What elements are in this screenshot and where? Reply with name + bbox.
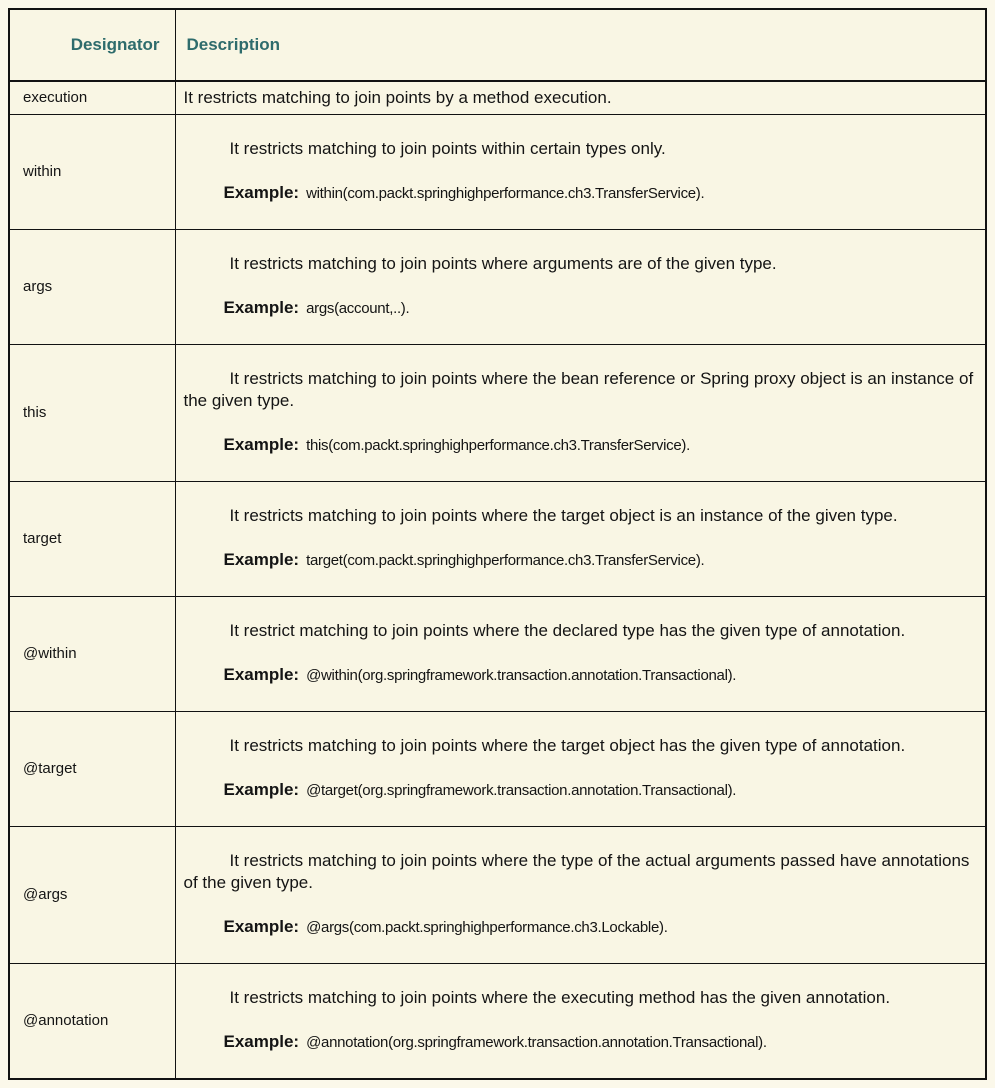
description-cell bbox=[175, 481, 986, 596]
example-line bbox=[184, 664, 976, 687]
designator-cell bbox=[9, 826, 175, 963]
designator-label: this bbox=[23, 404, 47, 421]
table-row-this bbox=[9, 344, 986, 481]
example-code: @within(org.springframework.transaction.annotation.Transactional). bbox=[306, 667, 737, 684]
description-cell bbox=[175, 114, 986, 229]
header-designator: Designator bbox=[9, 9, 175, 81]
table-row-within bbox=[9, 114, 986, 229]
description-cell bbox=[175, 344, 986, 481]
example-label: Example: bbox=[223, 917, 300, 936]
description-cell bbox=[175, 711, 986, 826]
description-cell bbox=[175, 596, 986, 711]
designator-label: @args bbox=[23, 886, 68, 903]
description-cell bbox=[175, 963, 986, 1079]
description-text: It restricts matching to join points where the type of the actual arguments passed have annotations of the given type. bbox=[183, 851, 970, 892]
example-code: args(account,..). bbox=[306, 300, 410, 317]
example-label: Example: bbox=[223, 435, 300, 454]
example-label: Example: bbox=[223, 780, 300, 799]
description-text: It restricts matching to join points where the target object has the given type of annotation. bbox=[229, 736, 906, 755]
table-row-execution bbox=[9, 81, 986, 114]
description-cell bbox=[175, 826, 986, 963]
description-cell bbox=[175, 81, 986, 114]
example-code: within(com.packt.springhighperformance.ch3.TransferService). bbox=[306, 185, 705, 202]
table-row-at-annotation bbox=[9, 963, 986, 1079]
designator-cell bbox=[9, 114, 175, 229]
example-line bbox=[184, 434, 976, 457]
example-label: Example: bbox=[223, 183, 300, 202]
example-line bbox=[184, 916, 976, 939]
header-description: Description bbox=[175, 9, 986, 81]
pointcut-designators-table bbox=[8, 8, 987, 1080]
table-row-at-args bbox=[9, 826, 986, 963]
example-label: Example: bbox=[223, 1032, 300, 1052]
designator-label: target bbox=[23, 530, 62, 547]
designator-label: within bbox=[23, 163, 62, 180]
designator-label: args bbox=[23, 278, 53, 295]
example-code: target(com.packt.springhighperformance.ch3.TransferService). bbox=[306, 552, 705, 569]
designator-label: @target bbox=[23, 760, 77, 777]
description-text: It restrict matching to join points where the declared type has the given type of annotation. bbox=[229, 621, 906, 640]
description-text: It restricts matching to join points where the executing method has the given annotation. bbox=[229, 988, 891, 1008]
table-row-args bbox=[9, 229, 986, 344]
description-text: It restricts matching to join points where the target object is an instance of the given type. bbox=[229, 506, 898, 525]
table-header-row bbox=[9, 9, 986, 81]
table-row-target bbox=[9, 481, 986, 596]
example-code: @target(org.springframework.transaction.annotation.Transactional). bbox=[306, 782, 737, 799]
designator-label: @within bbox=[23, 645, 77, 662]
example-label: Example: bbox=[223, 550, 300, 569]
example-code: @args(com.packt.springhighperformance.ch3.Lockable). bbox=[306, 919, 668, 936]
description-text: It restricts matching to join points within certain types only. bbox=[229, 139, 666, 158]
example-code: @annotation(org.springframework.transaction.annotation.Transactional). bbox=[306, 1034, 767, 1052]
designator-cell bbox=[9, 344, 175, 481]
example-code: this(com.packt.springhighperformance.ch3.TransferService). bbox=[306, 437, 690, 454]
example-line bbox=[184, 549, 976, 572]
designator-label: execution bbox=[23, 89, 88, 107]
example-line bbox=[184, 779, 976, 802]
description-text: It restricts matching to join points by a method execution. bbox=[183, 87, 612, 107]
example-line bbox=[184, 182, 976, 205]
example-label: Example: bbox=[223, 298, 300, 317]
description-text: It restricts matching to join points where the bean reference or Spring proxy object is an instance of the given type. bbox=[183, 369, 974, 410]
designator-cell bbox=[9, 229, 175, 344]
table-row-at-target bbox=[9, 711, 986, 826]
example-line bbox=[184, 1031, 976, 1054]
designator-cell bbox=[9, 81, 175, 114]
designator-cell bbox=[9, 596, 175, 711]
designator-label: @annotation bbox=[23, 1012, 109, 1030]
designator-cell bbox=[9, 711, 175, 826]
example-label: Example: bbox=[223, 665, 300, 684]
description-cell bbox=[175, 229, 986, 344]
description-text: It restricts matching to join points where arguments are of the given type. bbox=[229, 254, 777, 273]
example-line bbox=[184, 297, 976, 320]
table-row-at-within bbox=[9, 596, 986, 711]
designator-cell bbox=[9, 963, 175, 1079]
designator-cell bbox=[9, 481, 175, 596]
